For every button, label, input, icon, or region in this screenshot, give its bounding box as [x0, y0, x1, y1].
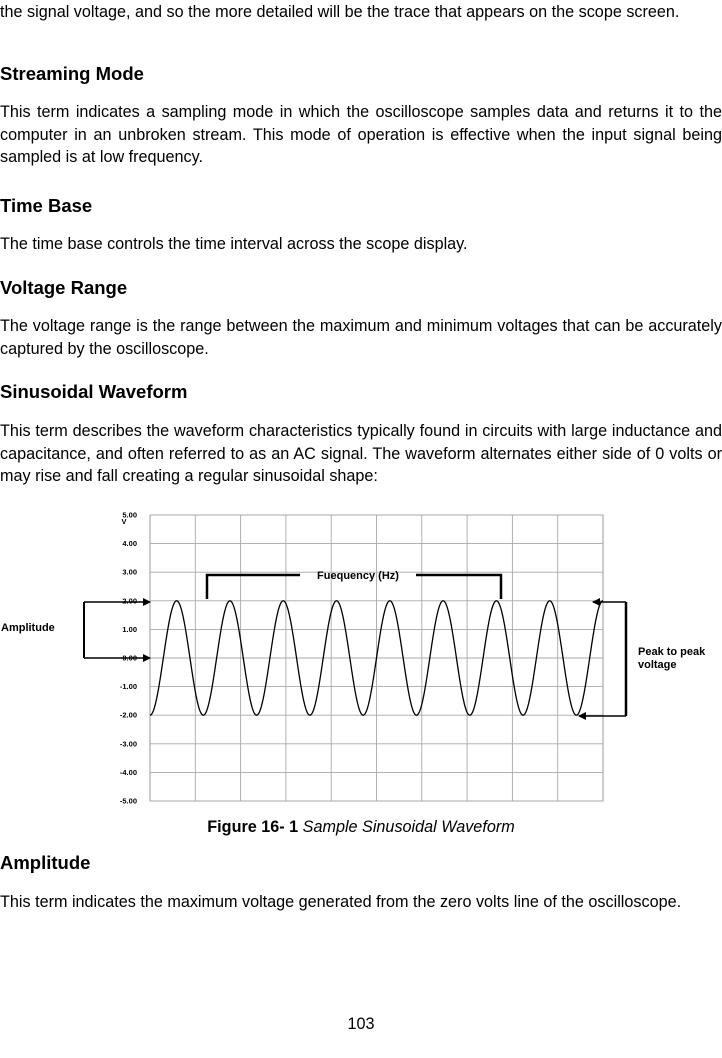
heading-voltage-range: Voltage Range — [0, 277, 128, 298]
paragraph-voltage-range: The voltage range is the range between the maximum and minimum voltages that can be accurately captured by the oscilloscope. — [0, 317, 722, 358]
sinusoidal-waveform-figure — [0, 505, 722, 815]
peak-to-peak-bracket — [579, 602, 706, 716]
y-tick-label: 5.00 — [122, 510, 137, 520]
y-tick-label: -3.00 — [119, 739, 137, 749]
page-number: 103 — [347, 1015, 375, 1033]
heading-time-base: Time Base — [0, 195, 93, 216]
y-tick-label: -5.00 — [119, 796, 137, 806]
y-tick-label: 1.00 — [122, 624, 137, 634]
y-tick-label: 4.00 — [122, 539, 137, 549]
heading-streaming-mode: Streaming Mode — [0, 63, 144, 84]
y-tick-label: 3.00 — [122, 567, 137, 577]
y-tick-label: -2.00 — [119, 710, 137, 720]
y-tick-label: -1.00 — [119, 682, 137, 692]
frequency-bracket — [207, 570, 501, 599]
y-tick-label: 0.00 — [122, 653, 137, 663]
figure-caption — [0, 816, 722, 838]
peak-to-peak-label-line2: voltage — [638, 659, 677, 671]
paragraph-time-base: The time base controls the time interval across the scope display. — [0, 235, 468, 253]
figure-title: Sample Sinusoidal Waveform — [302, 818, 515, 836]
paragraph-sinusoidal-waveform: This term describes the waveform characteristics typically found in circuits with large inductance and capacitance, and often referred to as an AC signal. The waveform alternates either side of 0 volts or may rise and fall creating a regular sinusoidal shape: — [0, 422, 722, 485]
paragraph-amplitude: This term indicates the maximum voltage generated from the zero volts line of the oscilloscope. — [0, 893, 682, 911]
paragraph-streaming-mode: This term indicates a sampling mode in which the oscilloscope samples data and returns it to the computer in an unbroken stream. This mode of operation is effective when the input signal being sampled is at low frequency. — [0, 103, 722, 166]
frequency-label: Fuequency (Hz) — [317, 570, 399, 582]
heading-amplitude: Amplitude — [0, 852, 91, 873]
figure-number: Figure 16- 1 — [207, 818, 299, 836]
amplitude-label: Amplitude — [1, 622, 55, 634]
heading-sinusoidal-waveform: Sinusoidal Waveform — [0, 381, 188, 402]
intro-paragraph: the signal voltage, and so the more detailed will be the trace that appears on the scope screen. — [0, 3, 680, 21]
peak-to-peak-label-line1: Peak to peak — [638, 646, 706, 658]
y-axis-unit-label: V — [121, 517, 127, 526]
y-tick-label: 2.00 — [122, 596, 137, 606]
waveform-chart — [0, 505, 722, 815]
y-tick-label: -4.00 — [119, 767, 137, 777]
